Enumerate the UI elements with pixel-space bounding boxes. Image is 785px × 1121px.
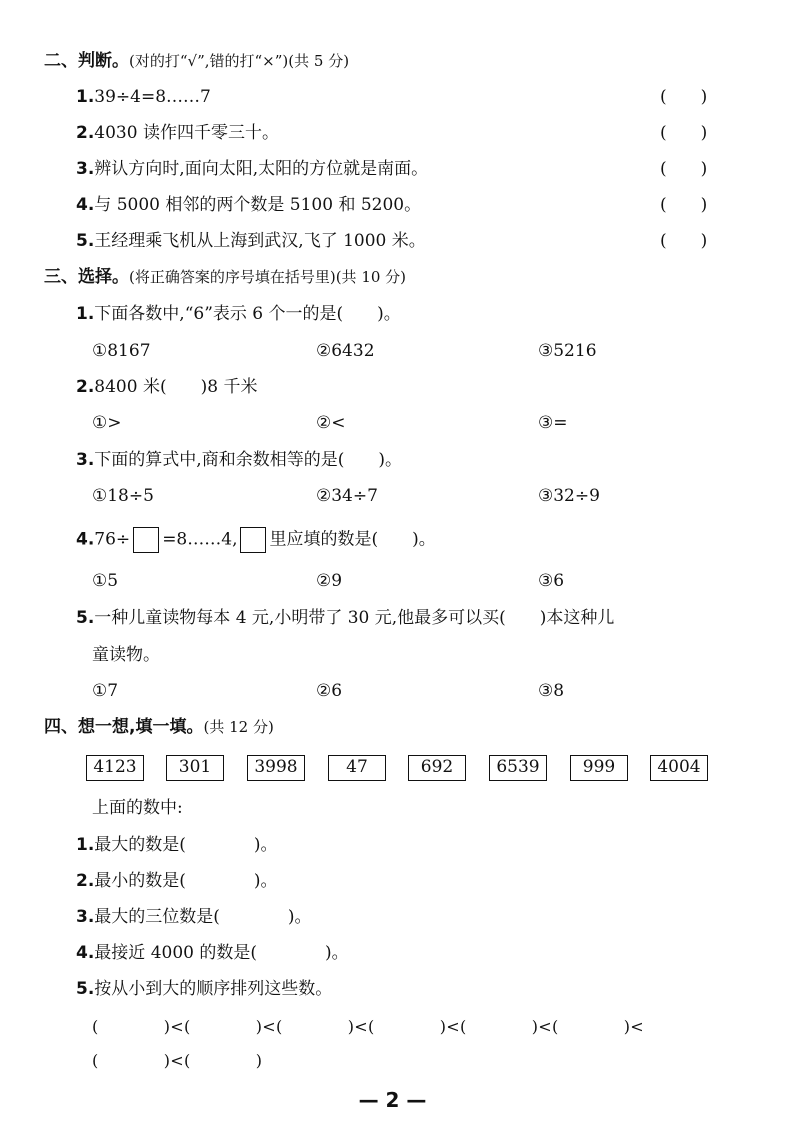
question-number: 2. bbox=[76, 871, 95, 891]
question-number: 4. bbox=[76, 529, 95, 550]
question-text[interactable]: 最接近 4000 的数是( )。 bbox=[94, 943, 349, 963]
choice-question-5-cont: 童读物。 bbox=[92, 645, 160, 665]
answer-paren-5[interactable]: ( ) bbox=[660, 231, 708, 251]
question-text[interactable]: 最小的数是( )。 bbox=[94, 871, 278, 891]
question-number: 1. bbox=[76, 87, 95, 107]
question-number: 4. bbox=[76, 195, 95, 215]
option-1[interactable]: ①7 bbox=[92, 681, 119, 701]
option-1[interactable]: ①8167 bbox=[92, 341, 151, 361]
question-text-part: =8……4, bbox=[162, 529, 238, 550]
number-box: 47 bbox=[328, 755, 386, 781]
option-3[interactable]: ③32÷9 bbox=[538, 486, 600, 506]
blank-box[interactable] bbox=[133, 527, 159, 553]
question-text: 39÷4=8……7 bbox=[94, 87, 211, 107]
option-2[interactable]: ②34÷7 bbox=[316, 486, 378, 506]
question-text: 按从小到大的顺序排列这些数。 bbox=[94, 979, 333, 999]
fill-item-5 bbox=[76, 978, 332, 1000]
number-box: 999 bbox=[570, 755, 628, 781]
option-1[interactable]: ①18÷5 bbox=[92, 486, 154, 506]
question-text-part: 76÷ bbox=[94, 529, 131, 550]
question-text: 一种儿童读物每本 4 元,小明带了 30 元,他最多可以买( )本这种儿 bbox=[94, 608, 615, 628]
blank-box bbox=[240, 527, 266, 553]
section4-title: 四、想一想,填一填。 bbox=[44, 717, 204, 737]
judge-item-2 bbox=[76, 122, 279, 144]
option-3[interactable]: ③= bbox=[538, 413, 568, 433]
fill-item-1 bbox=[76, 834, 278, 856]
number-box: 6539 bbox=[489, 755, 547, 781]
judge-item-4 bbox=[76, 194, 421, 216]
option-1[interactable]: ①5 bbox=[92, 571, 119, 591]
option-2[interactable]: ②6432 bbox=[316, 341, 375, 361]
question-number: 1. bbox=[76, 304, 95, 324]
number-box: 301 bbox=[166, 755, 224, 781]
fill-item-4 bbox=[76, 942, 349, 964]
question-number: 5. bbox=[76, 231, 95, 251]
choice-question-3 bbox=[76, 449, 402, 471]
option-1[interactable]: ①> bbox=[92, 413, 122, 433]
option-3[interactable]: ③5216 bbox=[538, 341, 597, 361]
option-2[interactable]: ②< bbox=[316, 413, 346, 433]
question-text: 下面的算式中,商和余数相等的是( )。 bbox=[94, 450, 402, 470]
choice-question-1 bbox=[76, 303, 401, 325]
option-2[interactable]: ②6 bbox=[316, 681, 343, 701]
question-number: 2. bbox=[76, 123, 95, 143]
number-box: 4004 bbox=[650, 755, 708, 781]
question-text: 8400 米( )8 千米 bbox=[94, 377, 258, 397]
option-3[interactable]: ③8 bbox=[538, 681, 565, 701]
question-text: 辨认方向时,面向太阳,太阳的方位就是南面。 bbox=[94, 159, 429, 179]
question-text-part: 里应填的数是( )。 bbox=[269, 529, 436, 550]
question-number: 4. bbox=[76, 943, 95, 963]
section2-heading bbox=[44, 50, 349, 72]
section2-title: 二、判断。 bbox=[44, 51, 129, 71]
page-number: — 2 — bbox=[358, 1088, 427, 1112]
question-text: 4030 读作四千零三十。 bbox=[94, 123, 279, 143]
judge-item-1 bbox=[76, 86, 211, 108]
number-box: 692 bbox=[408, 755, 466, 781]
section4-intro: 上面的数中: bbox=[92, 798, 183, 818]
section4-heading bbox=[44, 716, 274, 738]
answer-paren-1[interactable]: ( ) bbox=[660, 87, 708, 107]
section3-title: 三、选择。 bbox=[44, 267, 129, 287]
question-number: 3. bbox=[76, 907, 95, 927]
order-blanks-line-1[interactable]: ( )<( )<( )<( )<( )<( )< bbox=[92, 1017, 644, 1036]
judge-item-5 bbox=[76, 230, 426, 252]
question-text[interactable]: 最大的三位数是( )。 bbox=[94, 907, 312, 927]
answer-paren-3[interactable]: ( ) bbox=[660, 159, 708, 179]
question-number: 1. bbox=[76, 835, 95, 855]
judge-item-3 bbox=[76, 158, 428, 180]
question-number: 5. bbox=[76, 608, 95, 628]
number-box: 3998 bbox=[247, 755, 305, 781]
choice-question-4 bbox=[76, 527, 436, 553]
order-blanks-line-2[interactable]: ( )<( ) bbox=[92, 1051, 263, 1070]
section3-note: (将正确答案的序号填在括号里)(共 10 分) bbox=[129, 268, 407, 286]
question-number: 2. bbox=[76, 377, 95, 397]
section4-note: (共 12 分) bbox=[203, 718, 274, 736]
question-text[interactable]: 最大的数是( )。 bbox=[94, 835, 278, 855]
question-number: 3. bbox=[76, 450, 95, 470]
question-text: 王经理乘飞机从上海到武汉,飞了 1000 米。 bbox=[94, 231, 426, 251]
option-3[interactable]: ③6 bbox=[538, 571, 565, 591]
fill-item-2 bbox=[76, 870, 278, 892]
fill-item-3 bbox=[76, 906, 312, 928]
choice-question-5 bbox=[76, 607, 614, 629]
section3-heading bbox=[44, 266, 406, 288]
choice-question-2 bbox=[76, 376, 257, 398]
question-number: 5. bbox=[76, 979, 95, 999]
option-2[interactable]: ②9 bbox=[316, 571, 343, 591]
question-number: 3. bbox=[76, 159, 95, 179]
answer-paren-2[interactable]: ( ) bbox=[660, 123, 708, 143]
number-box: 4123 bbox=[86, 755, 144, 781]
question-text: 与 5000 相邻的两个数是 5100 和 5200。 bbox=[94, 195, 422, 215]
section2-note: (对的打“√”,错的打“×”)(共 5 分) bbox=[129, 52, 350, 70]
answer-paren-4[interactable]: ( ) bbox=[660, 195, 708, 215]
question-text: 下面各数中,“6”表示 6 个一的是( )。 bbox=[94, 304, 401, 324]
